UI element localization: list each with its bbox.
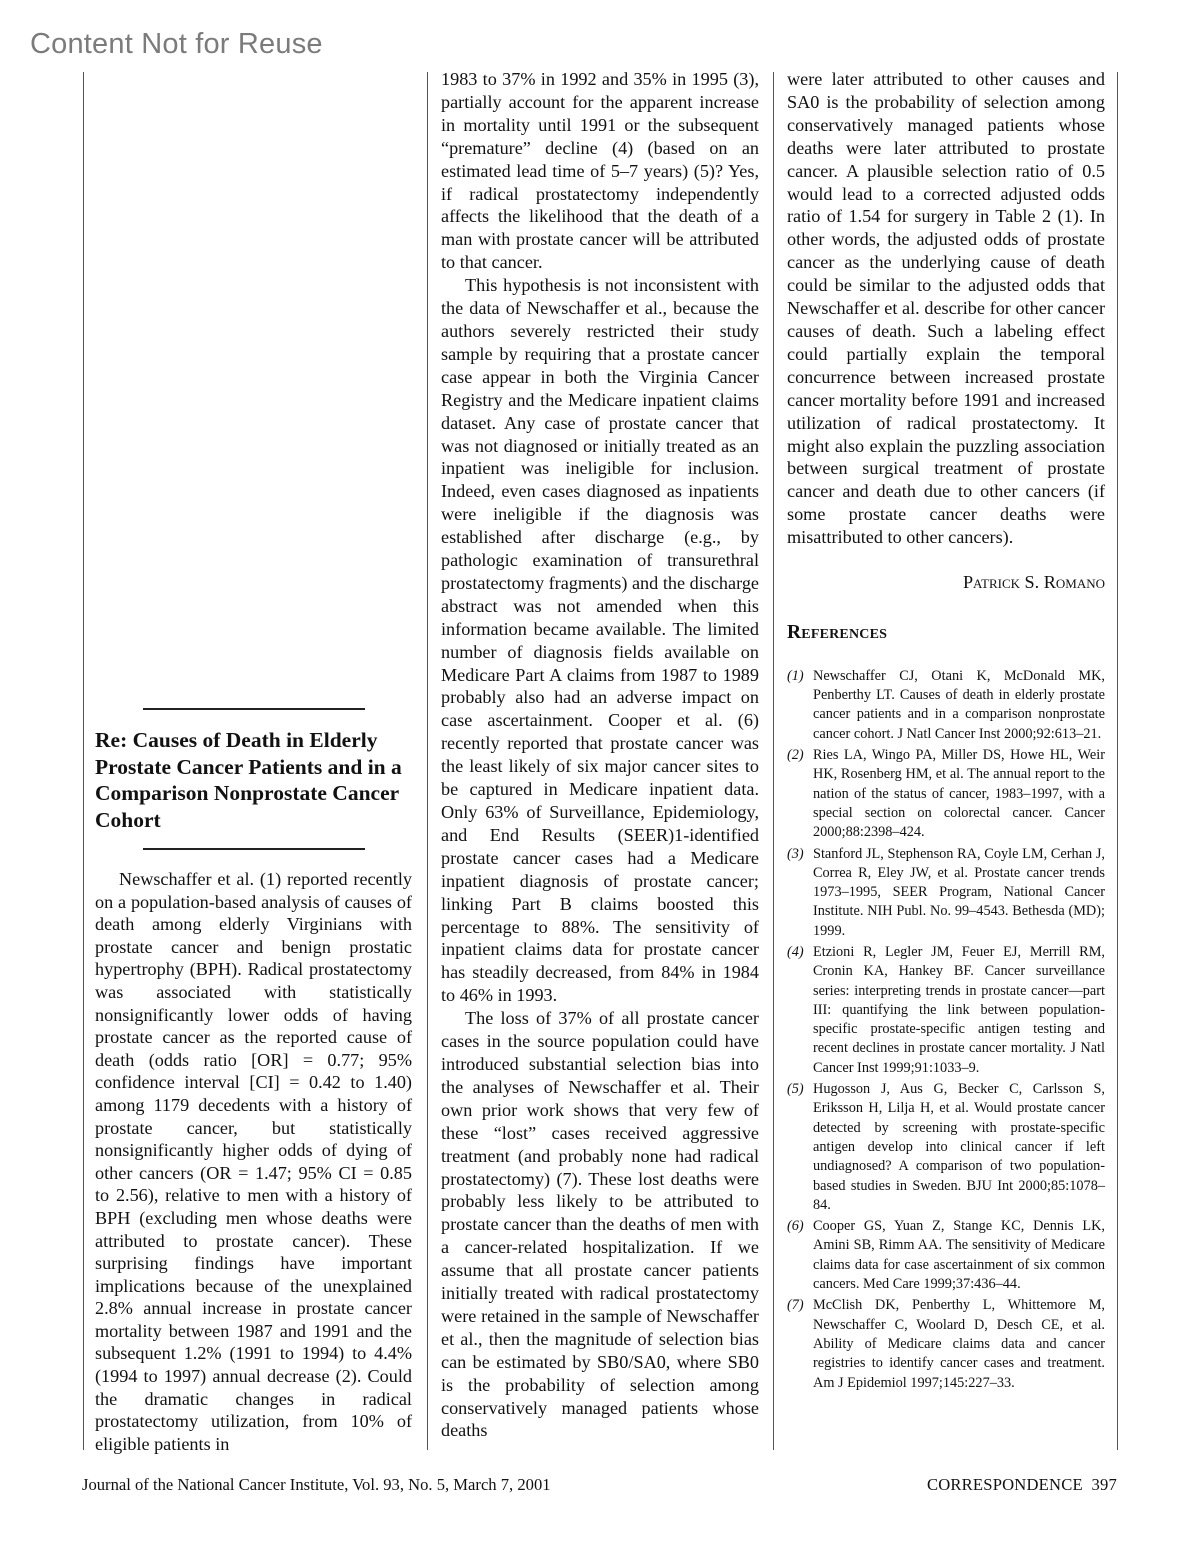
column-2-text	[441, 68, 759, 1442]
title-rule-bottom	[143, 848, 365, 850]
body-paragraph: This hypothesis is not inconsistent with the data of Newschaffer et al., because the authors severely restricted their study sample by requiring that a prostate cancer case appear in both the Virginia Cancer Registry and the Medicare inpatient claims dataset. Any case of prostate cancer that was not diagnosed or initially treated as an inpatient was ineligible for inclusion. Indeed, even cases diagnosed as inpatients were ineligible if the diagnosis was established after discharge (e.g., by pathologic examination of transurethral prostatectomy fragments) and the discharge abstract was not amended when this information became available. The limited number of diagnosis fields available on Medicare Part A claims from 1987 to 1989 probably also had an adverse impact on case ascertainment. Cooper et al. (6) recently reported that prostate cancer was the least likely of six major cancer sites to be captured in Medicare inpatient data. Only 63% of Surveillance, Epidemiology, and End Results (SEER)1-identified prostate cancer cases had a Medicare inpatient diagnosis of prostate cancer; linking Part B claims boosted this percentage to 88%. The sensitivity of inpatient claims data for prostate cancer has steadily decreased, from 84% in 1984 to 46% in 1993.	[441, 275, 759, 1006]
references-heading: References	[787, 621, 888, 643]
reference-item	[787, 1080, 1105, 1215]
reference-item	[787, 943, 1105, 1078]
reference-text: Newschaffer CJ, Otani K, McDonald MK, Penberthy LT. Causes of death in elderly prostate cancer patients and in a comparison nonprostate cancer cohort. J Natl Cancer Inst 2000;92:613–21.	[813, 667, 1105, 742]
body-paragraph: The loss of 37% of all prostate cancer cases in the source population could have introduced substantial selection bias into the analyses of Newschaffer et al. Their own prior work shows that very few of these “lost” cases received aggressive treatment (and probably none had radical prostatectomy) (7). These lost deaths were probably less likely to be attributed to prostate cancer than the deaths of men with a cancer-related hospitalization. If we assume that all prostate cancer patients initially treated with radical prostatectomy were retained in the sample of Newschaffer et al., then the magnitude of selection bias can be estimated by SB0/SA0, where SB0 is the probability of selection among conservatively managed patients whose deaths	[441, 1008, 759, 1441]
reference-text: Cooper GS, Yuan Z, Stange KC, Dennis LK, Amini SB, Rimm AA. The sensitivity of Medicare claims data for case ascertainment of six common cancers. Med Care 1999;37:436–44.	[813, 1218, 1105, 1293]
body-paragraph: were later attributed to other causes and SA0 is the probability of selection among conservatively managed patients whose deaths were later attributed to prostate cancer. A plausible selection ratio of 0.5 would lead to a corrected adjusted odds ratio of 1.54 for surgery in Table 2 (1). In other words, the adjusted odds of prostate cancer as the underlying cause of death could be similar to the adjusted odds that Newschaffer et al. describe for other cancer causes of death. Such a labeling effect could partially explain the temporal concurrence between increased prostate cancer mortality before 1991 and increased utilization of radical prostatectomy. It might also explain the puzzling association between surgical treatment of prostate cancer and death due to other cancers (if some prostate cancer deaths were misattributed to other cancers).	[787, 69, 1105, 548]
column-rule-mid2	[773, 72, 774, 1450]
reference-number: (5)	[787, 1081, 804, 1098]
column-3-text	[787, 68, 1105, 1395]
reference-number: (6)	[787, 1218, 804, 1235]
title-rule-top	[143, 708, 365, 710]
reference-number: (4)	[787, 944, 804, 960]
reference-text: Ries LA, Wingo PA, Miller DS, Howe HL, Weir HK, Rosenberg HM, et al. The annual report to the nation of the status of cancer, 1983–1997, with a special section on colorectal cancer. Cancer 2000;88:2398–424.	[813, 747, 1105, 841]
column-1-text	[95, 868, 412, 1455]
reference-item	[787, 667, 1105, 744]
reference-list	[787, 667, 1105, 1393]
page-number: 397	[1091, 1475, 1117, 1494]
watermark: Content Not for Reuse	[30, 28, 323, 60]
reference-number: (7)	[787, 1297, 804, 1314]
body-paragraph: Newschaffer et al. (1) reported recently on a population-based analysis of causes of death among elderly Virginians with prostate cancer and benign prostatic hypertrophy (BPH). Radical prostatectomy was associated with statistically nonsignificantly lower odds of having prostate cancer as the reported cause of death (odds ratio [OR] = 0.77; 95% confidence interval [CI] = 0.42 to 1.40) among 1179 decedents with a history of prostate cancer, but statistically nonsignificantly higher odds of dying of other cancers (OR = 1.47; 95% CI = 0.85 to 2.56), relative to men with a history of BPH (excluding men whose deaths were attributed to prostate cancer). These surprising findings have important implications because of the unexplained 2.8% annual increase in prostate cancer mortality between 1987 and 1991 and the subsequent 1.2% (1991 to 1994) to 4.4% (1994 to 1997) annual decrease (2). Could the dramatic changes in radical prostatectomy utilization, from 10% of eligible patients in	[95, 869, 412, 1454]
reference-item	[787, 746, 1105, 842]
reference-number: (2)	[787, 747, 804, 764]
reference-item	[787, 845, 1105, 941]
letter-title: Re: Causes of Death in Elderly Prostate Cancer Patients and in a Comparison Nonprostate Cancer Cohort	[95, 728, 402, 832]
reference-item	[787, 1296, 1105, 1392]
footer-journal: Journal of the National Cancer Institute, Vol. 93, No. 5, March 7, 2001	[82, 1475, 551, 1494]
body-paragraph: 1983 to 37% in 1992 and 35% in 1995 (3), partially account for the apparent increase in mortality until 1991 or the subsequent “premature” decline (4) (based on an estimated lead time of 5–7 years) (5)? Yes, if radical prostatectomy independently affects the likelihood that the death of a man with prostate cancer will be attributed to that cancer.	[441, 69, 759, 273]
reference-text: McClish DK, Penberthy L, Whittemore M, Newschaffer C, Woolard D, Desch CE, et al. Ability of Medicare claims data and cancer registries to identify cancer cases and treatment. Am J Epidemiol 1997;145:227–33.	[813, 1297, 1105, 1391]
reference-text: Etzioni R, Legler JM, Feuer EJ, Merrill RM, Cronin KA, Hankey BF. Cancer surveillance series: interpreting trends in prostate cancer—part III: quantifying the link between population-specific prostate-specific antigen testing and recent declines in prostate cancer mortality. J Natl Cancer Inst 1999;91:1033–9.	[813, 944, 1105, 1076]
column-rule-left	[83, 72, 84, 1450]
column-rule-right	[1117, 72, 1118, 1450]
reference-text: Stanford JL, Stephenson RA, Coyle LM, Cerhan J, Correa R, Eley JW, et al. Prostate cancer trends 1973–1995, SEER Program, National Cancer Institute. NIH Publ. No. 99–4543. Bethesda (MD); 1999.	[813, 845, 1105, 939]
footer-section: CORRESPONDENCE	[926, 1475, 1083, 1494]
column-rule-mid1	[427, 72, 428, 1450]
reference-item	[787, 1217, 1105, 1294]
reference-text: Hugosson J, Aus G, Becker C, Carlsson S, Eriksson H, Lilja H, et al. Would prostate cancer detected by screening with prostate-specific antigen develop into clinical cancer if left undiagnosed? A comparison of two population-based studies in Sweden. BJU Int 2000;85:1078–84.	[813, 1081, 1105, 1213]
reference-number: (1)	[787, 667, 804, 684]
author-signature: Patrick S. Romano	[962, 572, 1105, 593]
reference-number: (3)	[787, 845, 804, 862]
footer-page-info	[927, 1475, 1117, 1495]
